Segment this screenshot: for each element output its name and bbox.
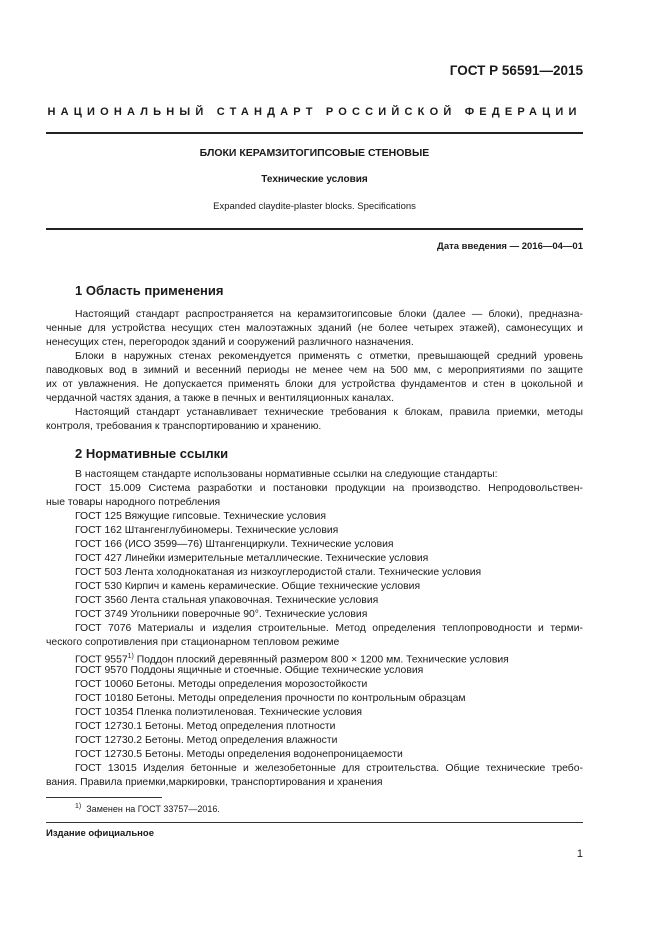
s1-line: ченные для устройства несущих стен малоэтажных зданий (не более четырех этажей), самонесущих и bbox=[46, 323, 583, 334]
reference-item: ческого сопротивления при стационарном тепловом режиме bbox=[46, 637, 340, 648]
reference-item: ГОСТ 13015 Изделия бетонные и железобетонные для строительства. Общие технические требо- bbox=[75, 763, 583, 774]
document-subtitle: Технические условия bbox=[261, 174, 368, 185]
s1-line: чердачной частях здания, а также в печных и вентиляционных каналах. bbox=[46, 393, 394, 404]
reference-item: ГОСТ 7076 Материалы и изделия строительные. Метод определения теплопроводности и терми- bbox=[75, 623, 583, 634]
reference-item: ГОСТ 12730.5 Бетоны. Методы определения водонепроницаемости bbox=[75, 749, 403, 760]
s1-line: контроля, требования к транспортированию и хранению. bbox=[46, 421, 322, 432]
introduction-date: Дата введения — 2016—04—01 bbox=[437, 241, 583, 252]
footnote-mark: 1) bbox=[75, 803, 82, 810]
reference-item: ГОСТ 3560 Лента стальная упаковочная. Технические условия bbox=[75, 595, 379, 606]
reference-item: ГОСТ 3749 Угольники поверочные 90°. Технические условия bbox=[75, 609, 368, 620]
title-divider bbox=[46, 228, 583, 230]
reference-item: ГОСТ 530 Кирпич и камень керамические. Общие технические условия bbox=[75, 581, 421, 592]
reference-item: ГОСТ 427 Линейки измерительные металлические. Технические условия bbox=[75, 553, 429, 564]
reference-item: ГОСТ 166 (ИСО 3599—76) Штангенциркули. Технические условия bbox=[75, 539, 394, 550]
section-2-heading: 2 Нормативные ссылки bbox=[75, 446, 229, 461]
footnote-text: Заменен на ГОСТ 33757—2016. bbox=[86, 804, 220, 814]
reference-item: вания. Правила приемки,маркировки, транспортирования и хранения bbox=[46, 777, 383, 788]
s1-line: Блоки в наружных стенах рекомендуется применять с отметки, превышающей средний уровень bbox=[75, 351, 583, 362]
reference-item: ГОСТ 503 Лента холоднокатаная из низкоуглеродистой стали. Технические условия bbox=[75, 567, 482, 578]
s1-line: паводковых вод в зимний и весенний периоды не менее чем на 500 мм, с мероприятиями по защите bbox=[46, 365, 583, 376]
s1-line: Настоящий стандарт устанавливает технические требования к блокам, правила приемки, методы bbox=[75, 407, 583, 418]
reference-item: ные товары народного потребления bbox=[46, 497, 221, 508]
reference-item: ГОСТ 162 Штангенглубиномеры. Технические условия bbox=[75, 525, 339, 536]
s1-line: Настоящий стандарт распространяется на керамзитогипсовые блоки (далее — блоки), предназна- bbox=[75, 309, 583, 320]
reference-item: ГОСТ 10180 Бетоны. Методы определения прочности по контрольным образцам bbox=[75, 693, 466, 704]
reference-item: ГОСТ 9570 Поддоны ящичные и стоечные. Общие технические условия bbox=[75, 665, 424, 676]
document-code: ГОСТ Р 56591—2015 bbox=[449, 63, 583, 78]
footnote-marker: 1) bbox=[127, 653, 134, 660]
reference-item: ГОСТ 15.009 Система разработки и постановки продукции на производство. Непродовольствен- bbox=[75, 483, 583, 494]
reference-item: ГОСТ 10060 Бетоны. Методы определения морозостойкости bbox=[75, 679, 368, 690]
bottom-divider bbox=[46, 822, 583, 823]
reference-item: ГОСТ 12730.1 Бетоны. Метод определения плотности bbox=[75, 721, 336, 732]
reference-item: ГОСТ 12730.2 Бетоны. Метод определения влажности bbox=[75, 735, 338, 746]
national-standard-banner: НАЦИОНАЛЬНЫЙ СТАНДАРТ РОССИЙСКОЙ ФЕДЕРАЦИИ bbox=[47, 106, 582, 118]
top-divider bbox=[46, 132, 583, 134]
s1-line: ненесущих стен, перегородок зданий и сооружений различного назначения. bbox=[46, 337, 414, 348]
footnote-divider bbox=[46, 797, 162, 798]
ref-9557-code: ГОСТ 9557 bbox=[75, 654, 128, 666]
page-number: 1 bbox=[576, 848, 583, 860]
ref-9557-title: Поддон плоский деревянный размером 800 × 1200 мм. Технические условия bbox=[133, 654, 509, 666]
official-edition-label: Издание официальное bbox=[46, 828, 154, 839]
section-1-heading: 1 Область применения bbox=[75, 283, 224, 298]
reference-item: ГОСТ 10354 Пленка полиэтиленовая. Технические условия bbox=[75, 707, 363, 718]
english-title: Expanded claydite-plaster blocks. Specifications bbox=[213, 201, 416, 212]
s1-line: их от увлажнения. Не допускается применять блоки для устройства фундаментов и стен в цокольной и bbox=[46, 379, 583, 390]
reference-item: ГОСТ 125 Вяжущие гипсовые. Технические условия bbox=[75, 511, 326, 522]
footnote bbox=[75, 803, 220, 814]
document-title: БЛОКИ КЕРАМЗИТОГИПСОВЫЕ СТЕНОВЫЕ bbox=[199, 147, 430, 159]
s2-intro: В настоящем стандарте использованы нормативные ссылки на следующие стандарты: bbox=[75, 469, 498, 480]
